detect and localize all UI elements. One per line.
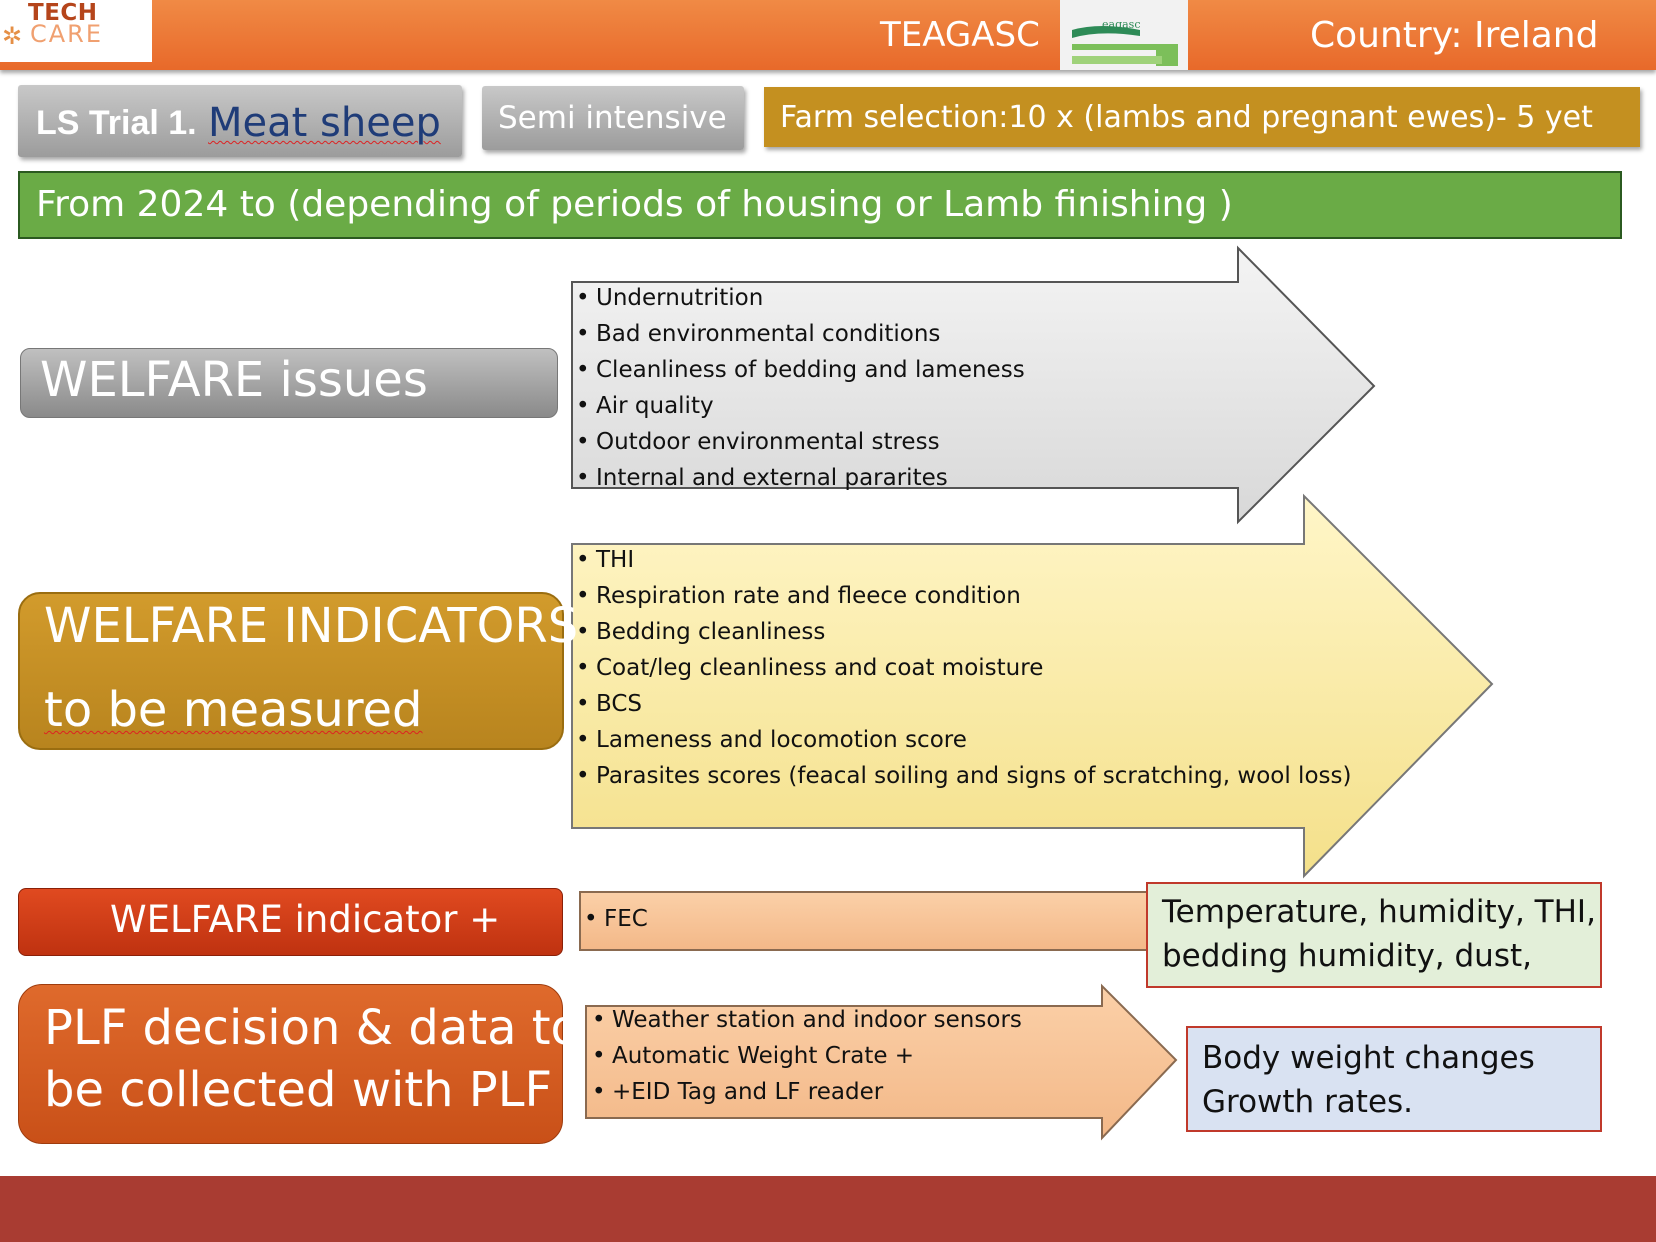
welfare-issues-title: WELFARE issues xyxy=(40,352,428,408)
country-label: Country: Ireland xyxy=(1310,15,1599,56)
plf-title-line1: PLF decision & data to xyxy=(44,1000,580,1056)
plf-list xyxy=(588,1002,1022,1110)
svg-text:eagasc: eagasc xyxy=(1102,18,1141,31)
fec-arrow xyxy=(580,892,1208,950)
list-item: • Internal and external pararites xyxy=(572,460,1025,496)
fec-list xyxy=(580,902,648,936)
outputs-text xyxy=(1202,1036,1535,1124)
list-item: • Bedding cleanliness xyxy=(572,614,1351,650)
list-item: • Automatic Weight Crate + xyxy=(588,1038,1022,1074)
list-item: • Lameness and locomotion score xyxy=(572,722,1351,758)
trial-label: LS Trial 1. xyxy=(36,104,197,142)
welfare-issues-list xyxy=(572,280,1025,496)
list-item: • Bad environmental conditions xyxy=(572,316,1025,352)
welfare-indicators-subtitle: to be measured xyxy=(44,682,423,738)
organisation-name: TEAGASC xyxy=(880,15,1040,55)
logo-swirl-icon: ✲ xyxy=(2,22,23,50)
footer-bar xyxy=(0,1176,1656,1242)
system-label: Semi intensive xyxy=(498,100,727,136)
list-item: • THI xyxy=(572,542,1351,578)
list-item: • Air quality xyxy=(572,388,1025,424)
list-item: • Undernutrition xyxy=(572,280,1025,316)
trial-species: Meat sheep xyxy=(208,100,441,146)
list-item: • Weather station and indoor sensors xyxy=(588,1002,1022,1038)
list-item: • Respiration rate and fleece condition xyxy=(572,578,1351,614)
logo-tech-text: TECH xyxy=(28,0,98,26)
plf-title-line2: be collected with PLF xyxy=(44,1062,553,1118)
period-text: From 2024 to (depending of periods of housing or Lamb finishing ) xyxy=(36,184,1233,225)
list-item: • Cleanliness of bedding and lameness xyxy=(572,352,1025,388)
list-item: • FEC xyxy=(580,902,648,936)
outputs-line2: Growth rates. xyxy=(1202,1084,1414,1120)
welfare-indicator-plus-title: WELFARE indicator + xyxy=(110,898,501,941)
list-item: • +EID Tag and LF reader xyxy=(588,1074,1022,1110)
logo-care-text: CARE xyxy=(30,20,104,48)
list-item: • Coat/leg cleanliness and coat moisture xyxy=(572,650,1351,686)
environment-text: Temperature, humidity, THI, bedding humidity, dust, xyxy=(1162,894,1596,974)
outputs-line1: Body weight changes xyxy=(1202,1040,1535,1076)
welfare-indicators-title: WELFARE INDICATORS xyxy=(44,598,579,654)
farm-selection-text: Farm selection:10 x (lambs and pregnant ewes)- 5 yet xyxy=(780,100,1593,135)
list-item: • Outdoor environmental stress xyxy=(572,424,1025,460)
list-item: • BCS xyxy=(572,686,1351,722)
welfare-indicators-list xyxy=(572,542,1351,794)
list-item: • Parasites scores (feacal soiling and signs of scratching, wool loss) xyxy=(572,758,1351,794)
